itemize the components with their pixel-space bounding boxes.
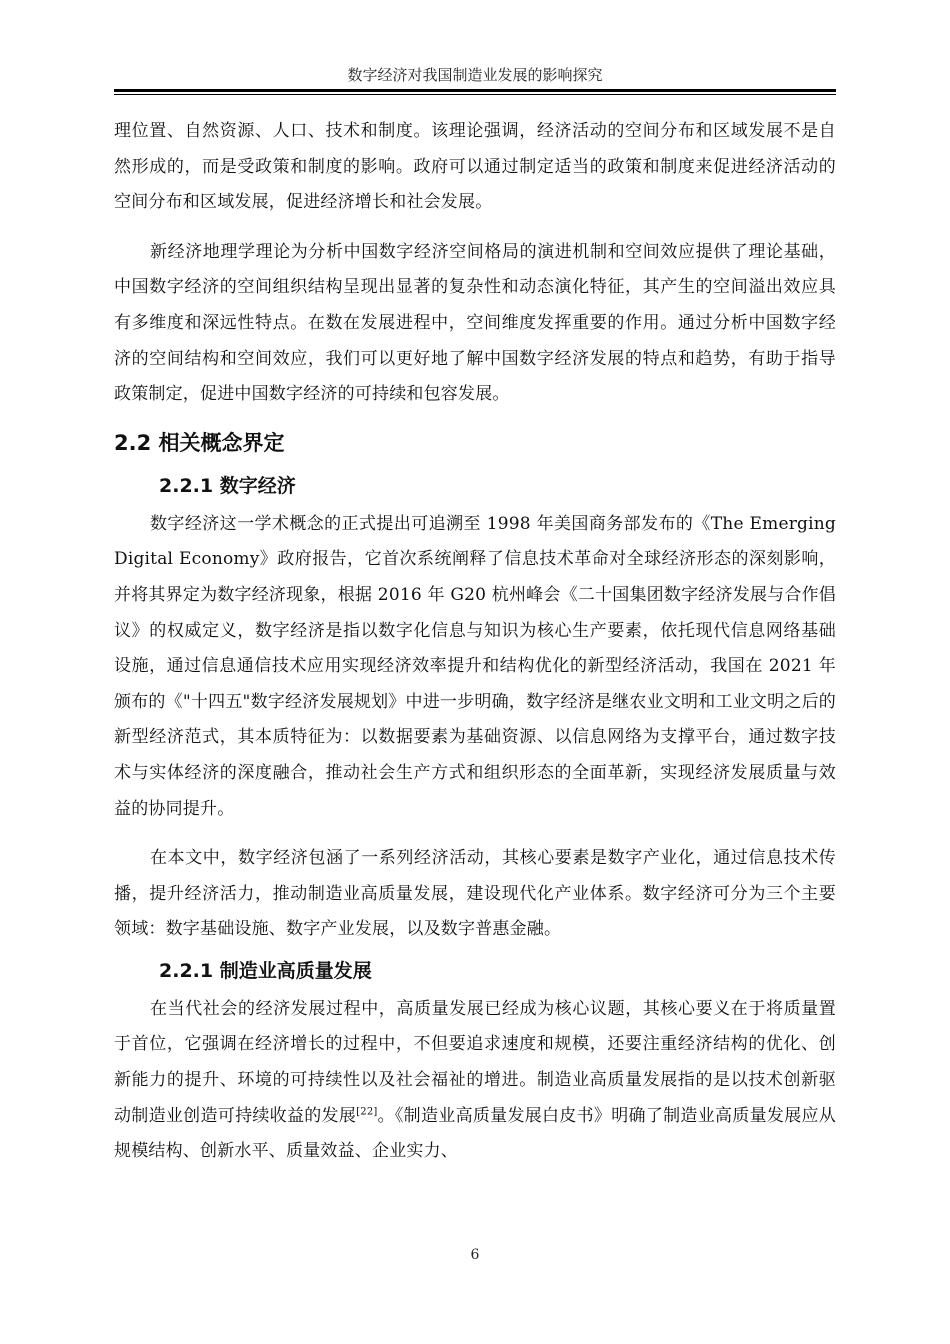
paragraph-new-economic-geography: 新经济地理学理论为分析中国数字经济空间格局的演进机制和空间效应提供了理论基础，中国数字经济的空间组织结构呈现出显著的复杂性和动态演化特征，其产生的空间溢出效应具有多维度和深远性特点。在数在发展进程中，空间维度发挥重要的作用。通过分析中国数字经济的空间结构和空间效应，我们可以更好地了解中国数字经济发展的特点和趋势，有助于指导政策制定，促进中国数字经济的可持续和包容发展。 <box>114 241 836 405</box>
running-header: 数字经济对我国制造业发展的影响探究 <box>347 66 603 84</box>
subsection-heading-digital-economy: 2.2.1 数字经济 <box>159 474 296 497</box>
paragraph-digital-economy-scope: 在本文中，数字经济包涵了一系列经济活动，其核心要素是数字产业化，通过信息技术传播，提升经济活力，推动制造业高质量发展，建设现代化产业体系。数字经济可分为三个主要领域：数字基础设施、数字产业发展，以及数字普惠金融。 <box>114 848 836 940</box>
page-body <box>114 114 836 1170</box>
paragraph-digital-economy-definition: 数字经济这一学术概念的正式提出可追溯至 1998 年美国商务部发布的《The Emerging Digital Economy》政府报告，它首次系统阐释了信息技术革命对全球经济形态的深刻影响，并将其界定为数字经济现象，根据 2016 年 G20 杭州峰会《二十国集团数字经济发展与合作倡议》的权威定义，数字经济是指以数字化信息与知识为核心生产要素，依托现代信息网络基础设施，通过信息通信技术应用实现经济效率提升和结构优化的新型经济活动，我国在 2021 年颁布的《"十四五"数字经济发展规划》中进一步明确，数字经济是继农业文明和工业文明之后的新型经济范式，其本质特征为：以数据要素为基础资源、以信息网络为支撑平台，通过数字技术与实体经济的深度融合，推动社会生产方式和组织形态的全面革新，实现经济发展质量与效益的协同提升。 <box>114 513 836 819</box>
header-rule-thick <box>114 89 836 92</box>
paragraph-text-part-1: 在当代社会的经济发展过程中，高质量发展已经成为核心议题，其核心要义在于将质量置于首位，它强调在经济增长的过程中，不但要追求速度和规模，还要注重经济结构的优化、创新能力的提升、环境的可持续性以及社会福祉的增进。制造业高质量发展指的是以技术创新驱动制造业创造可持续收益的发展 <box>114 998 836 1126</box>
paragraph-spatial-theory-continued: 理位置、自然资源、人口、技术和制度。该理论强调，经济活动的空间分布和区域发展不是自然形成的，而是受政策和制度的影响。政府可以通过制定适当的政策和制度来促进经济活动的空间分布和区域发展，促进经济增长和社会发展。 <box>114 121 836 213</box>
paragraph-high-quality-development <box>114 992 836 1170</box>
subsection-heading-manufacturing-quality: 2.2.1 制造业高质量发展 <box>159 959 372 982</box>
header-rule-thin <box>114 94 836 95</box>
citation-22: [22] <box>356 1106 378 1117</box>
paragraph-text-part-2: 。《制造业高质量发展白皮书》明确了制造业高质量发展应从规模结构、创新水平、质量效益、企业实力、 <box>114 1105 836 1162</box>
page-number: 6 <box>470 1247 480 1263</box>
section-heading-2-2: 2.2 相关概念界定 <box>114 430 285 455</box>
